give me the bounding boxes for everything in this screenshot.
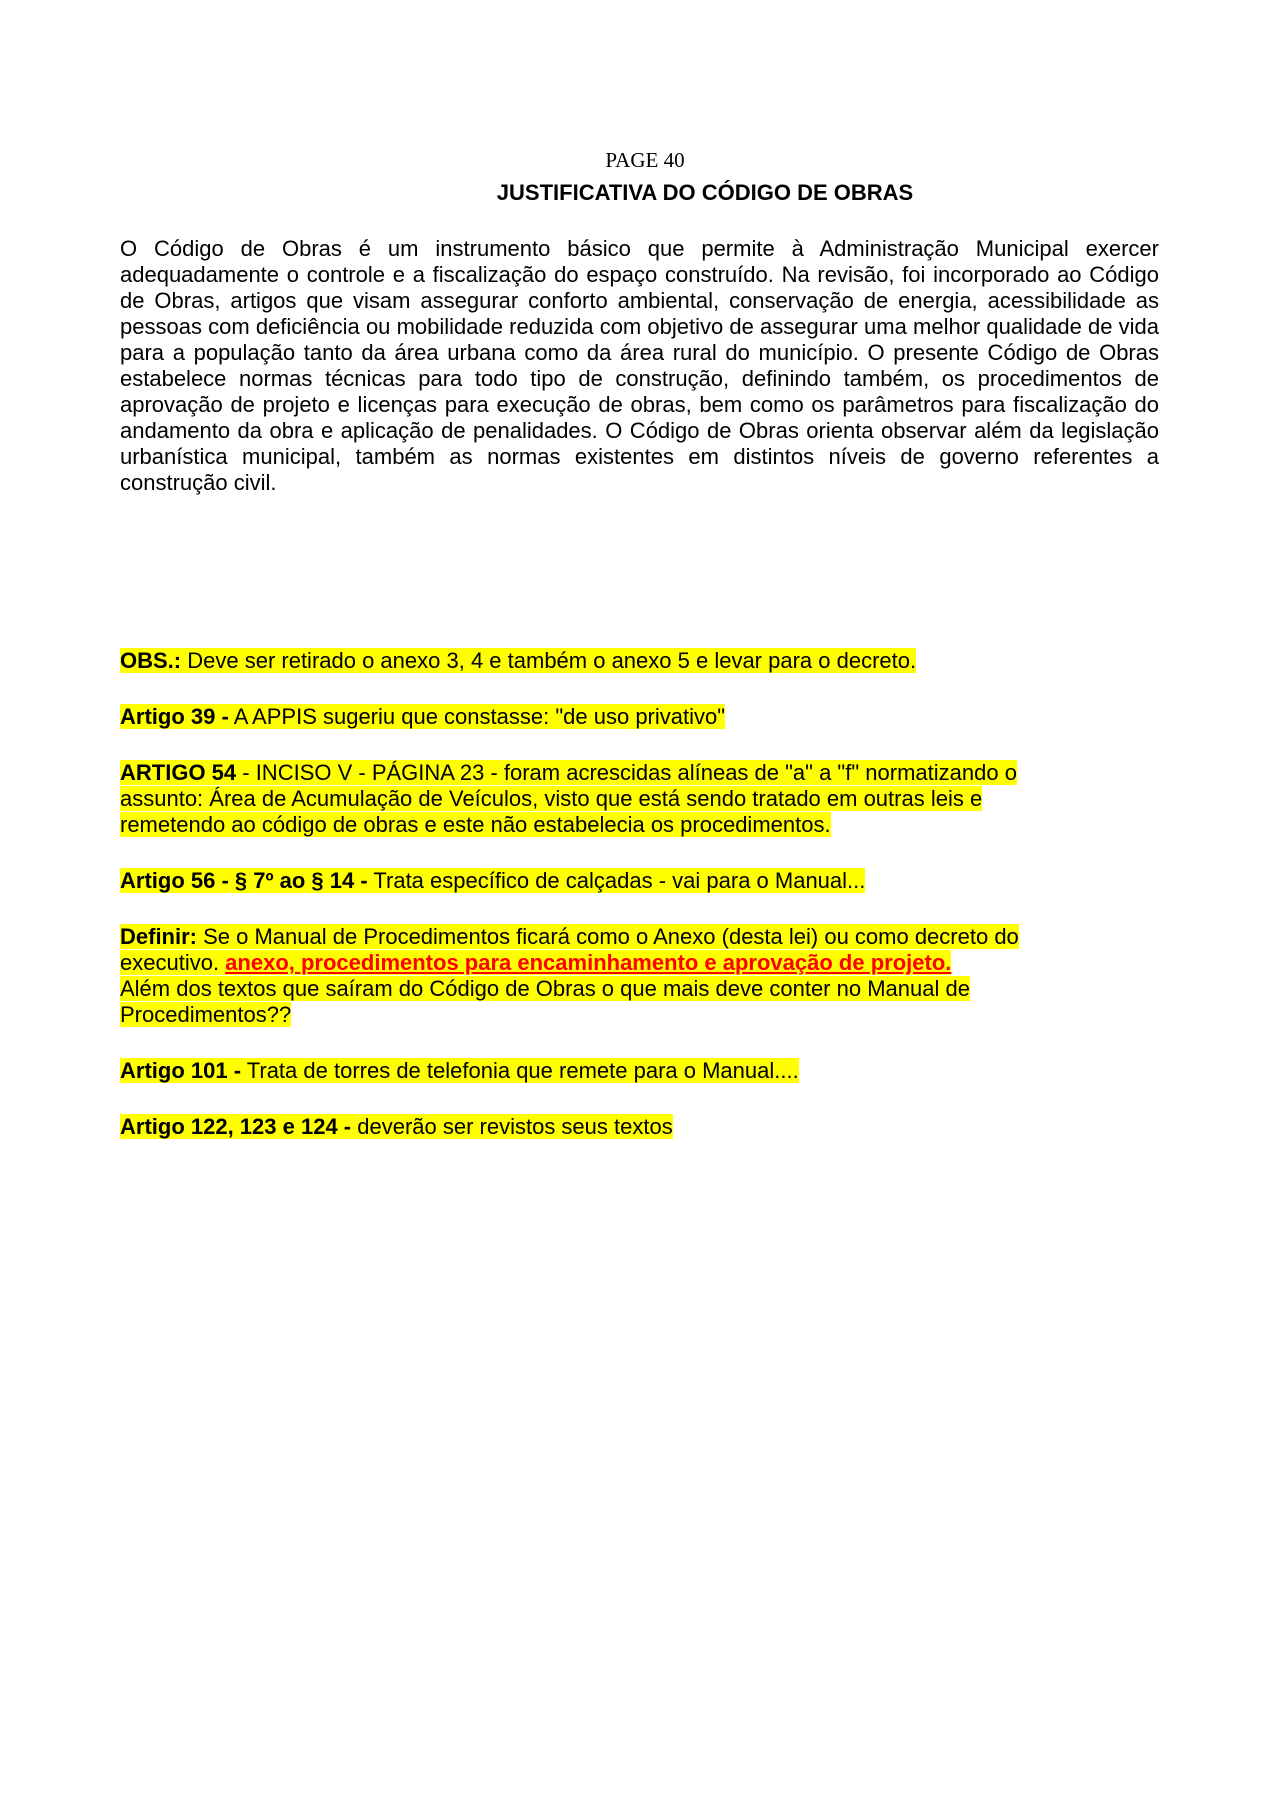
note-artigo-101-label: Artigo 101 -	[120, 1058, 242, 1083]
note-artigo-101	[120, 1058, 1180, 1084]
note-artigo-56	[120, 868, 1180, 894]
note-artigo-54-label: ARTIGO 54	[120, 760, 237, 785]
note-obs-text: Deve ser retirado o anexo 3, 4 e também o anexo 5 e levar para o decreto.	[181, 648, 917, 673]
note-artigo-56-text: Trata específico de calçadas - vai para o Manual...	[367, 868, 866, 893]
note-artigo-54-line-1: - INCISO V - PÁGINA 23 - foram acrescidas alíneas de "a" a "f" normatizando o	[236, 760, 1017, 785]
document-title: JUSTIFICATIVA DO CÓDIGO DE OBRAS	[496, 180, 914, 205]
note-definir-line-3: Além dos textos que saíram do Código de Obras o que mais deve conter no Manual de	[120, 976, 970, 1001]
note-definir-line-4: Procedimentos??	[120, 1002, 292, 1027]
note-definir-label: Definir:	[120, 924, 197, 949]
note-artigo-54-line-3: remetendo ao código de obras e este não estabelecia os procedimentos.	[120, 812, 831, 837]
note-definir-line-1: Se o Manual de Procedimentos ficará como o Anexo (desta lei) ou como decreto do	[197, 924, 1019, 949]
justification-paragraph: O Código de Obras é um instrumento básico que permite à Administração Municipal exercer adequadamente o controle e a fiscalização do espaço construído. Na revisão, foi incorporado ao Código de Obras, artigos que visam assegurar conforto ambiental, conservação de energia, acessibilidade as pessoas com deficiência ou mobilidade reduzida com objetivo de assegurar uma melhor qualidade de vida para a população tanto da área urbana como da área rural do município. O presente Código de Obras estabelece normas técnicas para todo tipo de construção, definindo também, os procedimentos de aprovação de projeto e licenças para execução de obras, bem como os parâmetros para fiscalização do andamento da obra e aplicação de penalidades. O Código de Obras orienta observar além da legislação urbanística municipal, também as normas existentes em distintos níveis de governo referentes a construção civil.	[120, 236, 1159, 495]
note-artigo-56-label: Artigo 56 - § 7º ao § 14 -	[120, 868, 368, 893]
note-artigo-122-124-text: deverão ser revistos seus textos	[351, 1114, 673, 1139]
note-definir-line-2: executivo.	[120, 950, 226, 975]
review-notes	[120, 648, 1180, 1170]
note-definir	[120, 924, 1180, 1028]
note-artigo-101-text: Trata de torres de telefonia que remete para o Manual....	[241, 1058, 799, 1083]
note-definir-red-emphasis: anexo, procedimentos para encaminhamento e aprovação de projeto.	[225, 950, 952, 975]
note-artigo-122-124	[120, 1114, 1180, 1140]
note-artigo-39-label: Artigo 39 -	[120, 704, 229, 729]
note-artigo-39-text: A APPIS sugeriu que constasse: "de uso privativo"	[228, 704, 726, 729]
note-artigo-39	[120, 704, 1180, 730]
note-artigo-122-124-label: Artigo 122, 123 e 124 -	[120, 1114, 352, 1139]
note-obs-label: OBS.:	[120, 648, 182, 673]
note-artigo-54	[120, 760, 1180, 838]
note-obs	[120, 648, 1180, 674]
note-artigo-54-line-2: assunto: Área de Acumulação de Veículos, visto que está sendo tratado em outras leis e	[120, 786, 983, 811]
page-header: PAGE 40	[605, 148, 685, 172]
